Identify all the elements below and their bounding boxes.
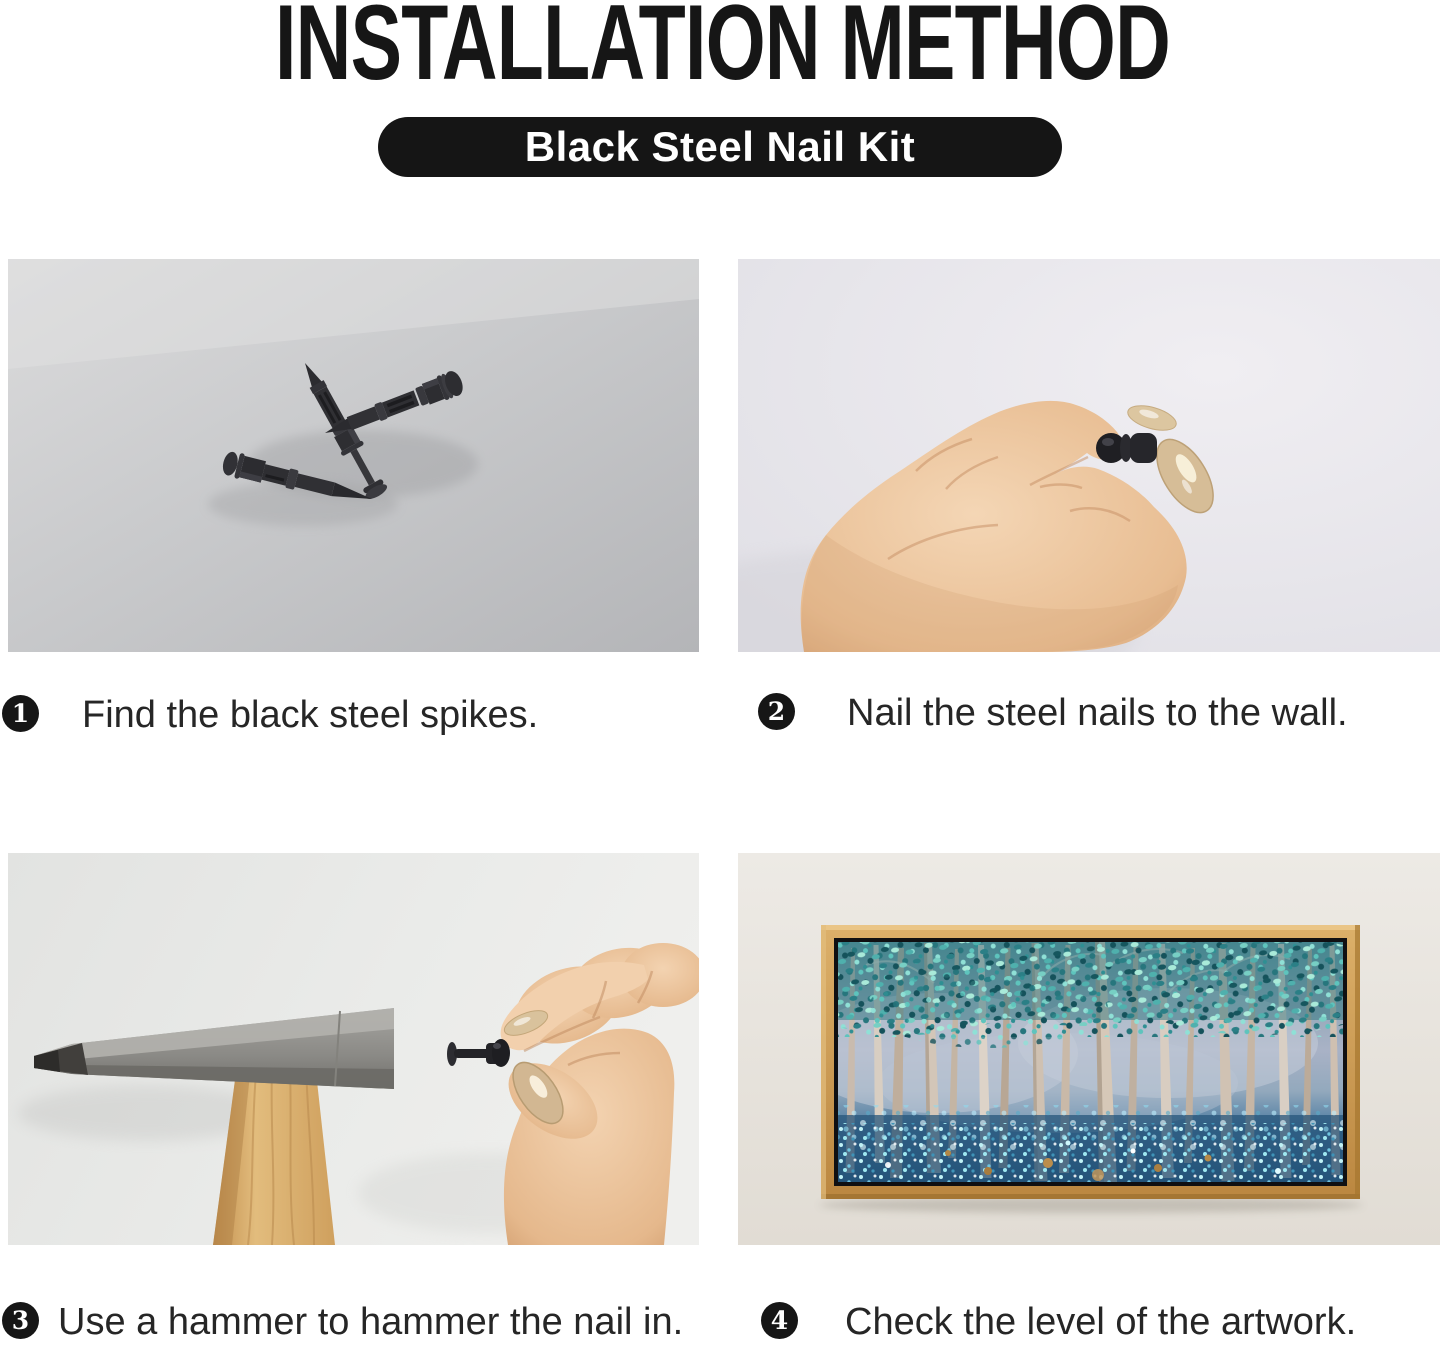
forest-floor [838, 1105, 1343, 1182]
steel-spikes-illustration [8, 259, 699, 652]
step-1-caption: Find the black steel spikes. [82, 694, 539, 736]
step-3-caption: Use a hammer to hammer the nail in. [58, 1301, 684, 1343]
photo-hammer-nail [8, 853, 699, 1245]
step-4-number-badge [761, 1302, 798, 1339]
step-4-number: 4 [770, 1306, 789, 1335]
step-1-number: 1 [11, 699, 30, 728]
step-4-caption: Check the level of the artwork. [845, 1301, 1357, 1343]
hammer-illustration [8, 853, 699, 1245]
step-3-number-badge [2, 1302, 39, 1339]
step-3-number: 3 [11, 1306, 30, 1335]
step-1-number-badge [2, 695, 39, 732]
step-2-number-badge [758, 693, 795, 730]
black-nail [1096, 433, 1157, 463]
photo-framed-artwork [738, 853, 1440, 1245]
painting [778, 916, 1398, 1182]
photo-steel-spikes [8, 259, 699, 652]
photo-hand-holding-nail [738, 259, 1440, 652]
kit-badge [378, 117, 1062, 177]
kit-badge-label: Black Steel Nail Kit [524, 123, 916, 170]
step-2-caption: Nail the steel nails to the wall. [847, 692, 1348, 734]
framed-artwork-illustration [738, 853, 1440, 1245]
hand-holding-nail-illustration [738, 259, 1440, 652]
step-2-number: 2 [767, 697, 786, 726]
page-title: INSTALLATION METHOD [274, 0, 1171, 102]
